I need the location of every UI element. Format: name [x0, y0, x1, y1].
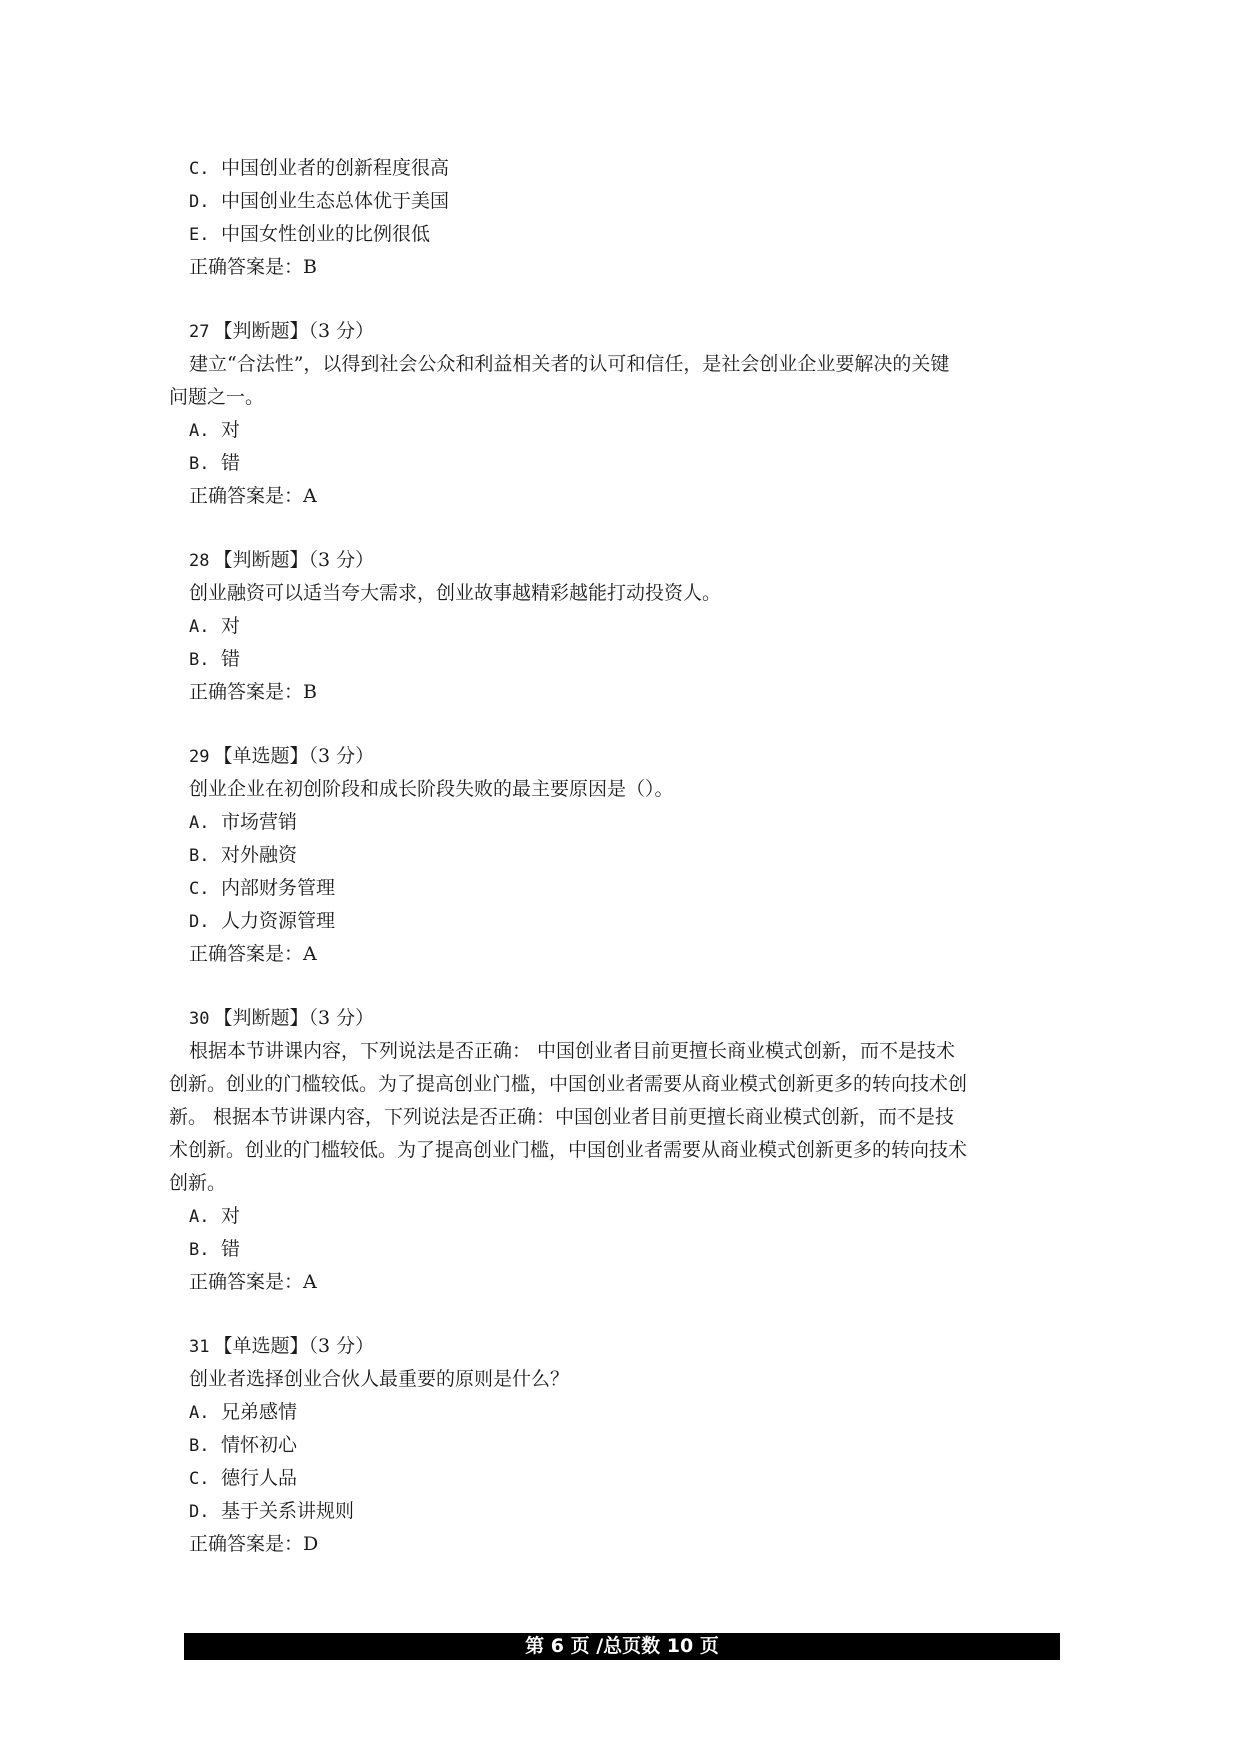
question-number: 29 — [189, 747, 210, 767]
option-text: 基于关系讲规则 — [221, 1500, 355, 1522]
option-text: 错 — [221, 452, 241, 474]
option-b — [189, 1429, 1069, 1462]
option-text: 情怀初心 — [221, 1434, 298, 1456]
question-stem-line: 根据本节讲课内容，下列说法是否正确： 中国创业者目前更擅长商业模式创新，而不是技术 — [189, 1040, 956, 1062]
option-text: 内部财务管理 — [221, 877, 336, 899]
option-a — [189, 1200, 1069, 1233]
question-header — [189, 315, 1069, 348]
page-footer — [184, 1633, 1060, 1660]
question-number: 27 — [189, 322, 210, 342]
option-text: 兄弟感情 — [221, 1401, 298, 1423]
question-stem-line: 新。 根据本节讲课内容，下列说法是否正确：中国创业者目前更擅长商业模式创新，而不是技 — [169, 1106, 955, 1128]
option-letter: B. — [189, 1240, 210, 1260]
option-letter: D. — [189, 912, 210, 932]
option-letter: B. — [189, 1436, 210, 1456]
option-letter: A. — [189, 813, 210, 833]
answer-line: 正确答案是：B — [189, 681, 317, 703]
question-header — [189, 1002, 1069, 1035]
option-letter: B. — [189, 650, 210, 670]
question-header — [189, 1330, 1069, 1363]
option-c — [189, 1462, 1069, 1495]
option-letter: A. — [189, 1403, 210, 1423]
question-number: 30 — [189, 1009, 210, 1029]
option-letter: B. — [189, 454, 210, 474]
question-score: （3 分） — [308, 320, 375, 342]
option-text: 对 — [221, 615, 241, 637]
option-a — [189, 610, 1069, 643]
question-score: （3 分） — [308, 549, 375, 571]
question-header — [189, 740, 1069, 773]
question-type: 【判断题】 — [213, 549, 309, 571]
question-type: 【单选题】 — [213, 1335, 309, 1357]
option-text: 对 — [221, 419, 241, 441]
question-stem-line: 创新。 — [169, 1172, 227, 1194]
question-number: 28 — [189, 551, 210, 571]
option-letter: D. — [189, 1502, 210, 1522]
option-text: 中国创业生态总体优于美国 — [221, 190, 450, 212]
option-letter: E. — [189, 225, 210, 245]
option-letter: A. — [189, 421, 210, 441]
option-letter: C. — [189, 159, 210, 179]
question-stem-line: 创业者选择创业合伙人最重要的原则是什么？ — [189, 1368, 570, 1390]
answer-line: 正确答案是：A — [189, 485, 317, 507]
spacer — [189, 1299, 1069, 1330]
option-text: 中国创业者的创新程度很高 — [221, 157, 450, 179]
question-stem-line: 创业企业在初创阶段和成长阶段失败的最主要原因是（）。 — [189, 778, 674, 800]
option-text: 错 — [221, 648, 241, 670]
question-stem-line: 创新。创业的门槛较低。为了提高创业门槛，中国创业者需要从商业模式创新更多的转向技术创 — [169, 1073, 968, 1095]
answer-line: 正确答案是：A — [189, 943, 317, 965]
question-score: （3 分） — [308, 1335, 375, 1357]
option-text: 对 — [221, 1205, 241, 1227]
spacer — [189, 709, 1069, 740]
option-d — [189, 185, 1069, 218]
option-b — [189, 447, 1069, 480]
option-a — [189, 414, 1069, 447]
option-letter: D. — [189, 192, 210, 212]
question-type: 【单选题】 — [213, 745, 309, 767]
option-d — [189, 1495, 1069, 1528]
spacer — [189, 284, 1069, 315]
answer-line: 正确答案是：D — [189, 1533, 319, 1555]
option-text: 德行人品 — [221, 1467, 298, 1489]
question-stem-line: 创业融资可以适当夸大需求，创业故事越精彩越能打动投资人。 — [189, 582, 722, 604]
option-text: 中国女性创业的比例很低 — [221, 223, 431, 245]
option-b — [189, 839, 1069, 872]
option-letter: B. — [189, 846, 210, 866]
option-d — [189, 905, 1069, 938]
option-text: 市场营销 — [221, 811, 298, 833]
option-letter: A. — [189, 617, 210, 637]
option-b — [189, 1233, 1069, 1266]
question-stem-line: 问题之一。 — [169, 386, 265, 408]
question-header — [189, 544, 1069, 577]
question-type: 【判断题】 — [213, 320, 309, 342]
option-c — [189, 152, 1069, 185]
option-letter: A. — [189, 1207, 210, 1227]
spacer — [189, 513, 1069, 544]
spacer — [189, 971, 1069, 1002]
option-letter: C. — [189, 1469, 210, 1489]
question-type: 【判断题】 — [213, 1007, 309, 1029]
question-score: （3 分） — [308, 1007, 375, 1029]
option-a — [189, 806, 1069, 839]
option-text: 人力资源管理 — [221, 910, 336, 932]
question-stem-line: 建立“合法性”，以得到社会公众和利益相关者的认可和信任，是社会创业企业要解决的关键 — [189, 353, 950, 375]
option-c — [189, 872, 1069, 905]
option-letter: C. — [189, 879, 210, 899]
answer-line: 正确答案是：B — [189, 256, 317, 278]
question-score: （3 分） — [308, 745, 375, 767]
option-a — [189, 1396, 1069, 1429]
answer-line: 正确答案是：A — [189, 1271, 317, 1293]
question-stem-line: 术创新。创业的门槛较低。为了提高创业门槛，中国创业者需要从商业模式创新更多的转向技术 — [169, 1139, 968, 1161]
page-number-text: 第 6 页 /总页数 10 页 — [525, 1635, 719, 1657]
question-list — [169, 152, 1069, 1561]
option-e — [189, 218, 1069, 251]
option-text: 错 — [221, 1238, 241, 1260]
option-text: 对外融资 — [221, 844, 298, 866]
question-number: 31 — [189, 1337, 210, 1357]
option-b — [189, 643, 1069, 676]
